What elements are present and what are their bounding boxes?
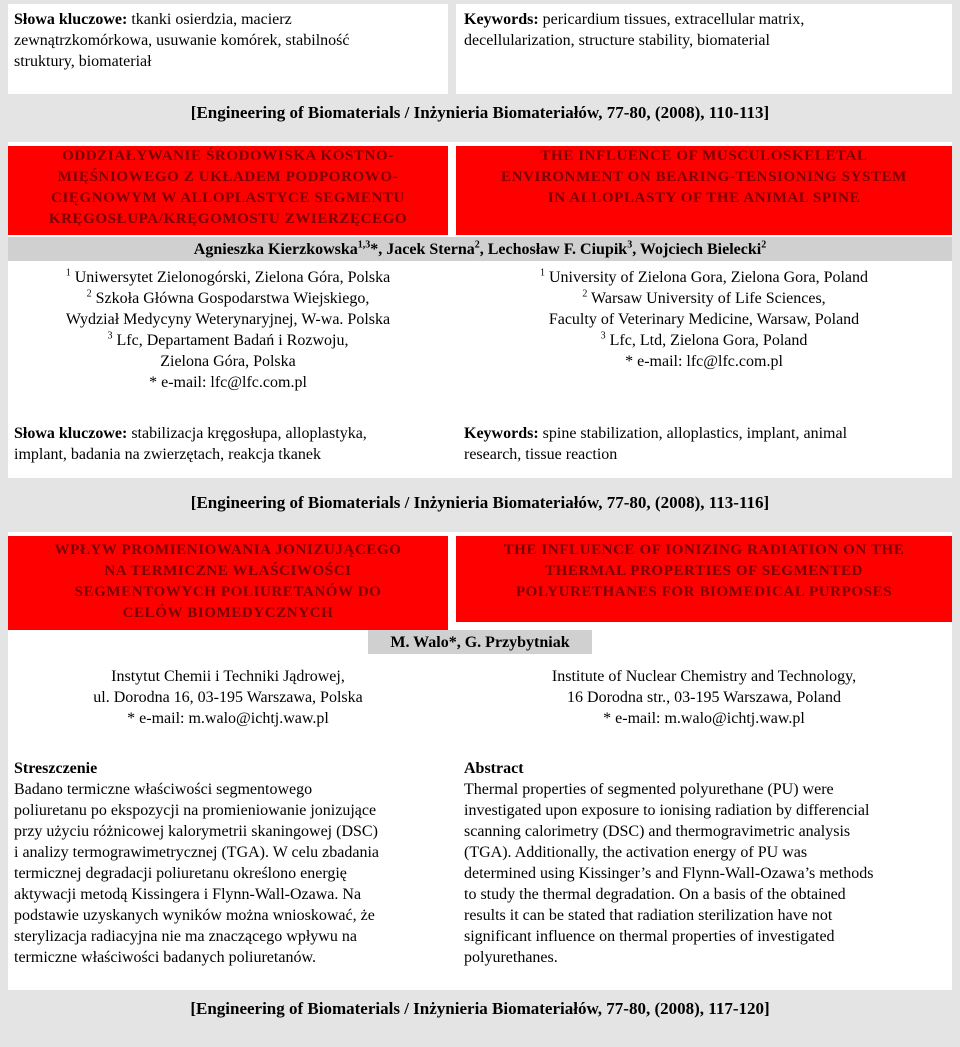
affiliation-line: Wydział Medycyny Weterynaryjnej, W-wa. Polska — [65, 311, 391, 328]
author-affiliation-sup: 2 — [474, 239, 480, 251]
affiliation-line: $^1$ Uniwersytet Zielonogórski, Zielona Góra, Polska — [65, 267, 391, 286]
affiliation-line: $^3$ Lfc, Ltd, Zielona Gora, Poland — [600, 330, 808, 349]
keywords-pl-label: Słowa kluczowe: — [14, 11, 128, 28]
article-3-authors: M. Walo*, G. Przybytniak — [390, 634, 570, 651]
affiliation-line: Instytut Chemii i Techniki Jądrowej, — [111, 668, 345, 685]
author-name: *, Jacek Sterna — [370, 241, 475, 258]
abstract-line: to study the thermal degradation. On a basis of the obtained — [464, 886, 846, 903]
keywords-pl-label: Słowa kluczowe: — [14, 425, 128, 442]
article-3-affiliations-pl — [8, 666, 448, 729]
abstract-line: aktywacji metodą Kissingera i Flynn-Wall-Ozawa. Na — [14, 886, 362, 903]
article-2-affiliations-pl — [8, 267, 448, 393]
abstract-line: termicznej degradacji poliuretanu określono energię — [14, 865, 347, 882]
article-2-title-en — [456, 146, 952, 235]
abstract-line: sterylizacja radiacyjna nie ma znaczącego wpływu na — [14, 928, 357, 945]
affiliation-email: * e-mail: lfc@lfc.com.pl — [149, 374, 307, 391]
title-line: KRĘGOSŁUPA/KRĘGOMOSTU ZWIERZĘCEGO — [48, 211, 408, 227]
author-name: Agnieszka Kierzkowska — [193, 241, 358, 258]
keywords-pl-line: zewnątrzkomórkowa, usuwanie komórek, stabilność — [14, 32, 350, 49]
affiliation-line: Faculty of Veterinary Medicine, Warsaw, Poland — [548, 311, 860, 328]
abstract-line: Badano termiczne właściwości segmentowego — [14, 781, 313, 798]
title-line: ODDZIAŁYWANIE ŚRODOWISKA KOSTNO- — [62, 148, 394, 164]
keywords-pl-line: tkanki osierdzia, macierz — [127, 11, 292, 28]
article-3-abstract-en — [464, 758, 948, 968]
abstract-line: Thermal properties of segmented polyurethane (PU) were — [464, 781, 834, 798]
title-line: MIĘŚNIOWEGO Z UKŁADEM PODPOROWO- — [57, 169, 399, 185]
keywords-pl-line: struktury, biomateriał — [14, 53, 152, 70]
title-line: THE INFLUENCE OF IONIZING RADIATION ON THE — [503, 542, 905, 558]
affiliation-email: * e-mail: m.walo@ichtj.waw.pl — [127, 710, 329, 727]
author-name: , Wojciech Bielecki — [632, 241, 762, 258]
article-2-keywords-en — [464, 423, 944, 465]
article-2-title-pl — [8, 146, 448, 235]
article-3-affiliations-en — [456, 666, 952, 729]
article-3-title-pl — [8, 540, 448, 624]
affiliation-line: $^2$ Szkoła Główna Gospodarstwa Wiejskiego, — [86, 288, 370, 307]
title-line: SEGMENTOWYCH POLIURETANÓW DO — [74, 584, 382, 600]
author-affiliation-sup: 1,3 — [357, 239, 371, 251]
abstract-line: (TGA). Additionally, the activation energy of PU was — [464, 844, 808, 861]
abstract-line: termiczne właściwości badanych poliuretanów. — [14, 949, 316, 966]
author-affiliation-sup: 3 — [627, 239, 633, 251]
keywords-pl-line: stabilizacja kręgosłupa, alloplastyka, — [127, 425, 367, 442]
article-3-title-en — [456, 540, 952, 603]
affiliation-line: ul. Dorodna 16, 03-195 Warszawa, Polska — [93, 689, 363, 706]
citation-reference-2: [Engineering of Biomaterials / Inżynieria Biomateriałów, 77-80, (2008), 113-116] — [190, 493, 770, 512]
keywords-en-line: pericardium tissues, extracellular matrix, — [538, 11, 805, 28]
title-line: NA TERMICZNE WŁAŚCIWOŚCI — [104, 563, 352, 579]
affiliation-line: Institute of Nuclear Chemistry and Technology, — [551, 668, 857, 685]
keywords-en-label: Keywords: — [464, 11, 539, 28]
keywords-en-line: research, tissue reaction — [464, 446, 618, 463]
affiliation-email: * e-mail: lfc@lfc.com.pl — [625, 353, 783, 370]
affiliation-line: $^2$ Warsaw University of Life Sciences, — [582, 288, 826, 307]
title-line: THE INFLUENCE OF MUSCULOSKELETAL — [540, 148, 868, 164]
keywords-pl-1 — [14, 9, 444, 72]
affiliation-line: 16 Dorodna str., 03-195 Warszawa, Poland — [567, 689, 841, 706]
affiliation-email: * e-mail: m.walo@ichtj.waw.pl — [603, 710, 805, 727]
abstract-line: determined using Kissinger’s and Flynn-Wall-Ozawa’s methods — [464, 865, 874, 882]
keywords-en-line: decellularization, structure stability, biomaterial — [464, 32, 770, 49]
keywords-en-line: spine stabilization, alloplastics, implant, animal — [538, 425, 848, 442]
abstract-line: i analizy termograwimetrycznej (TGA). W celu zbadania — [14, 844, 380, 861]
abstract-line: poliuretanu po ekspozycji na promieniowanie jonizujące — [14, 802, 377, 819]
author-affiliation-sup: 2 — [761, 239, 767, 251]
affiliation-line: Zielona Góra, Polska — [160, 353, 296, 370]
title-line: CELÓW BIOMEDYCZNYCH — [122, 605, 334, 621]
abstract-line: results it can be stated that radiation sterilization have not — [464, 907, 833, 924]
title-line: WPŁYW PROMIENIOWANIA JONIZUJĄCEGO — [54, 542, 402, 558]
abstract-line: scanning calorimetry (DSC) and thermogravimetric analysis — [464, 823, 851, 840]
abstract-line: przy użyciu różnicowej kalorymetrii skaningowej (DSC) — [14, 823, 378, 840]
article-2-affiliations-en — [456, 267, 952, 372]
title-line: IN ALLOPLASTY OF THE ANIMAL SPINE — [547, 190, 861, 206]
affiliation-line: $^3$ Lfc, Departament Badań i Rozwoju, — [107, 330, 349, 349]
abstract-line: polyurethanes. — [464, 949, 558, 966]
author-name: , Lechosław F. Ciupik — [479, 241, 628, 258]
keywords-en-label: Keywords: — [464, 425, 539, 442]
abstract-heading: Abstract — [464, 760, 524, 777]
keywords-pl-line: implant, badania na zwierzętach, reakcja tkanek — [14, 446, 321, 463]
abstract-line: podstawie uzyskanych wyników można wnioskować, że — [14, 907, 375, 924]
title-line: POLYURETHANES FOR BIOMEDICAL PURPOSES — [515, 584, 893, 600]
keywords-en-1 — [464, 9, 944, 51]
affiliation-line: $^1$ University of Zielona Gora, Zielona Gora, Poland — [539, 267, 869, 286]
title-line: THERMAL PROPERTIES OF SEGMENTED — [545, 563, 863, 579]
citation-reference-3: [Engineering of Biomaterials / Inżynieria Biomateriałów, 77-80, (2008), 117-120] — [190, 999, 770, 1018]
abstract-heading: Streszczenie — [14, 760, 98, 777]
abstract-line: investigated upon exposure to ionising radiation by differencial — [464, 802, 870, 819]
title-line: CIĘGNOWYM W ALLOPLASTYCE SEGMENTU — [51, 190, 405, 206]
title-line: ENVIRONMENT ON BEARING-TENSIONING SYSTEM — [501, 169, 907, 185]
article-3-abstract-pl — [14, 758, 448, 968]
abstract-line: significant influence on thermal properties of investigated — [464, 928, 835, 945]
article-2-keywords-pl — [14, 423, 444, 465]
citation-reference-1: [Engineering of Biomaterials / Inżynieria Biomateriałów, 77-80, (2008), 110-113] — [190, 103, 770, 122]
article-2-authors — [8, 239, 952, 260]
